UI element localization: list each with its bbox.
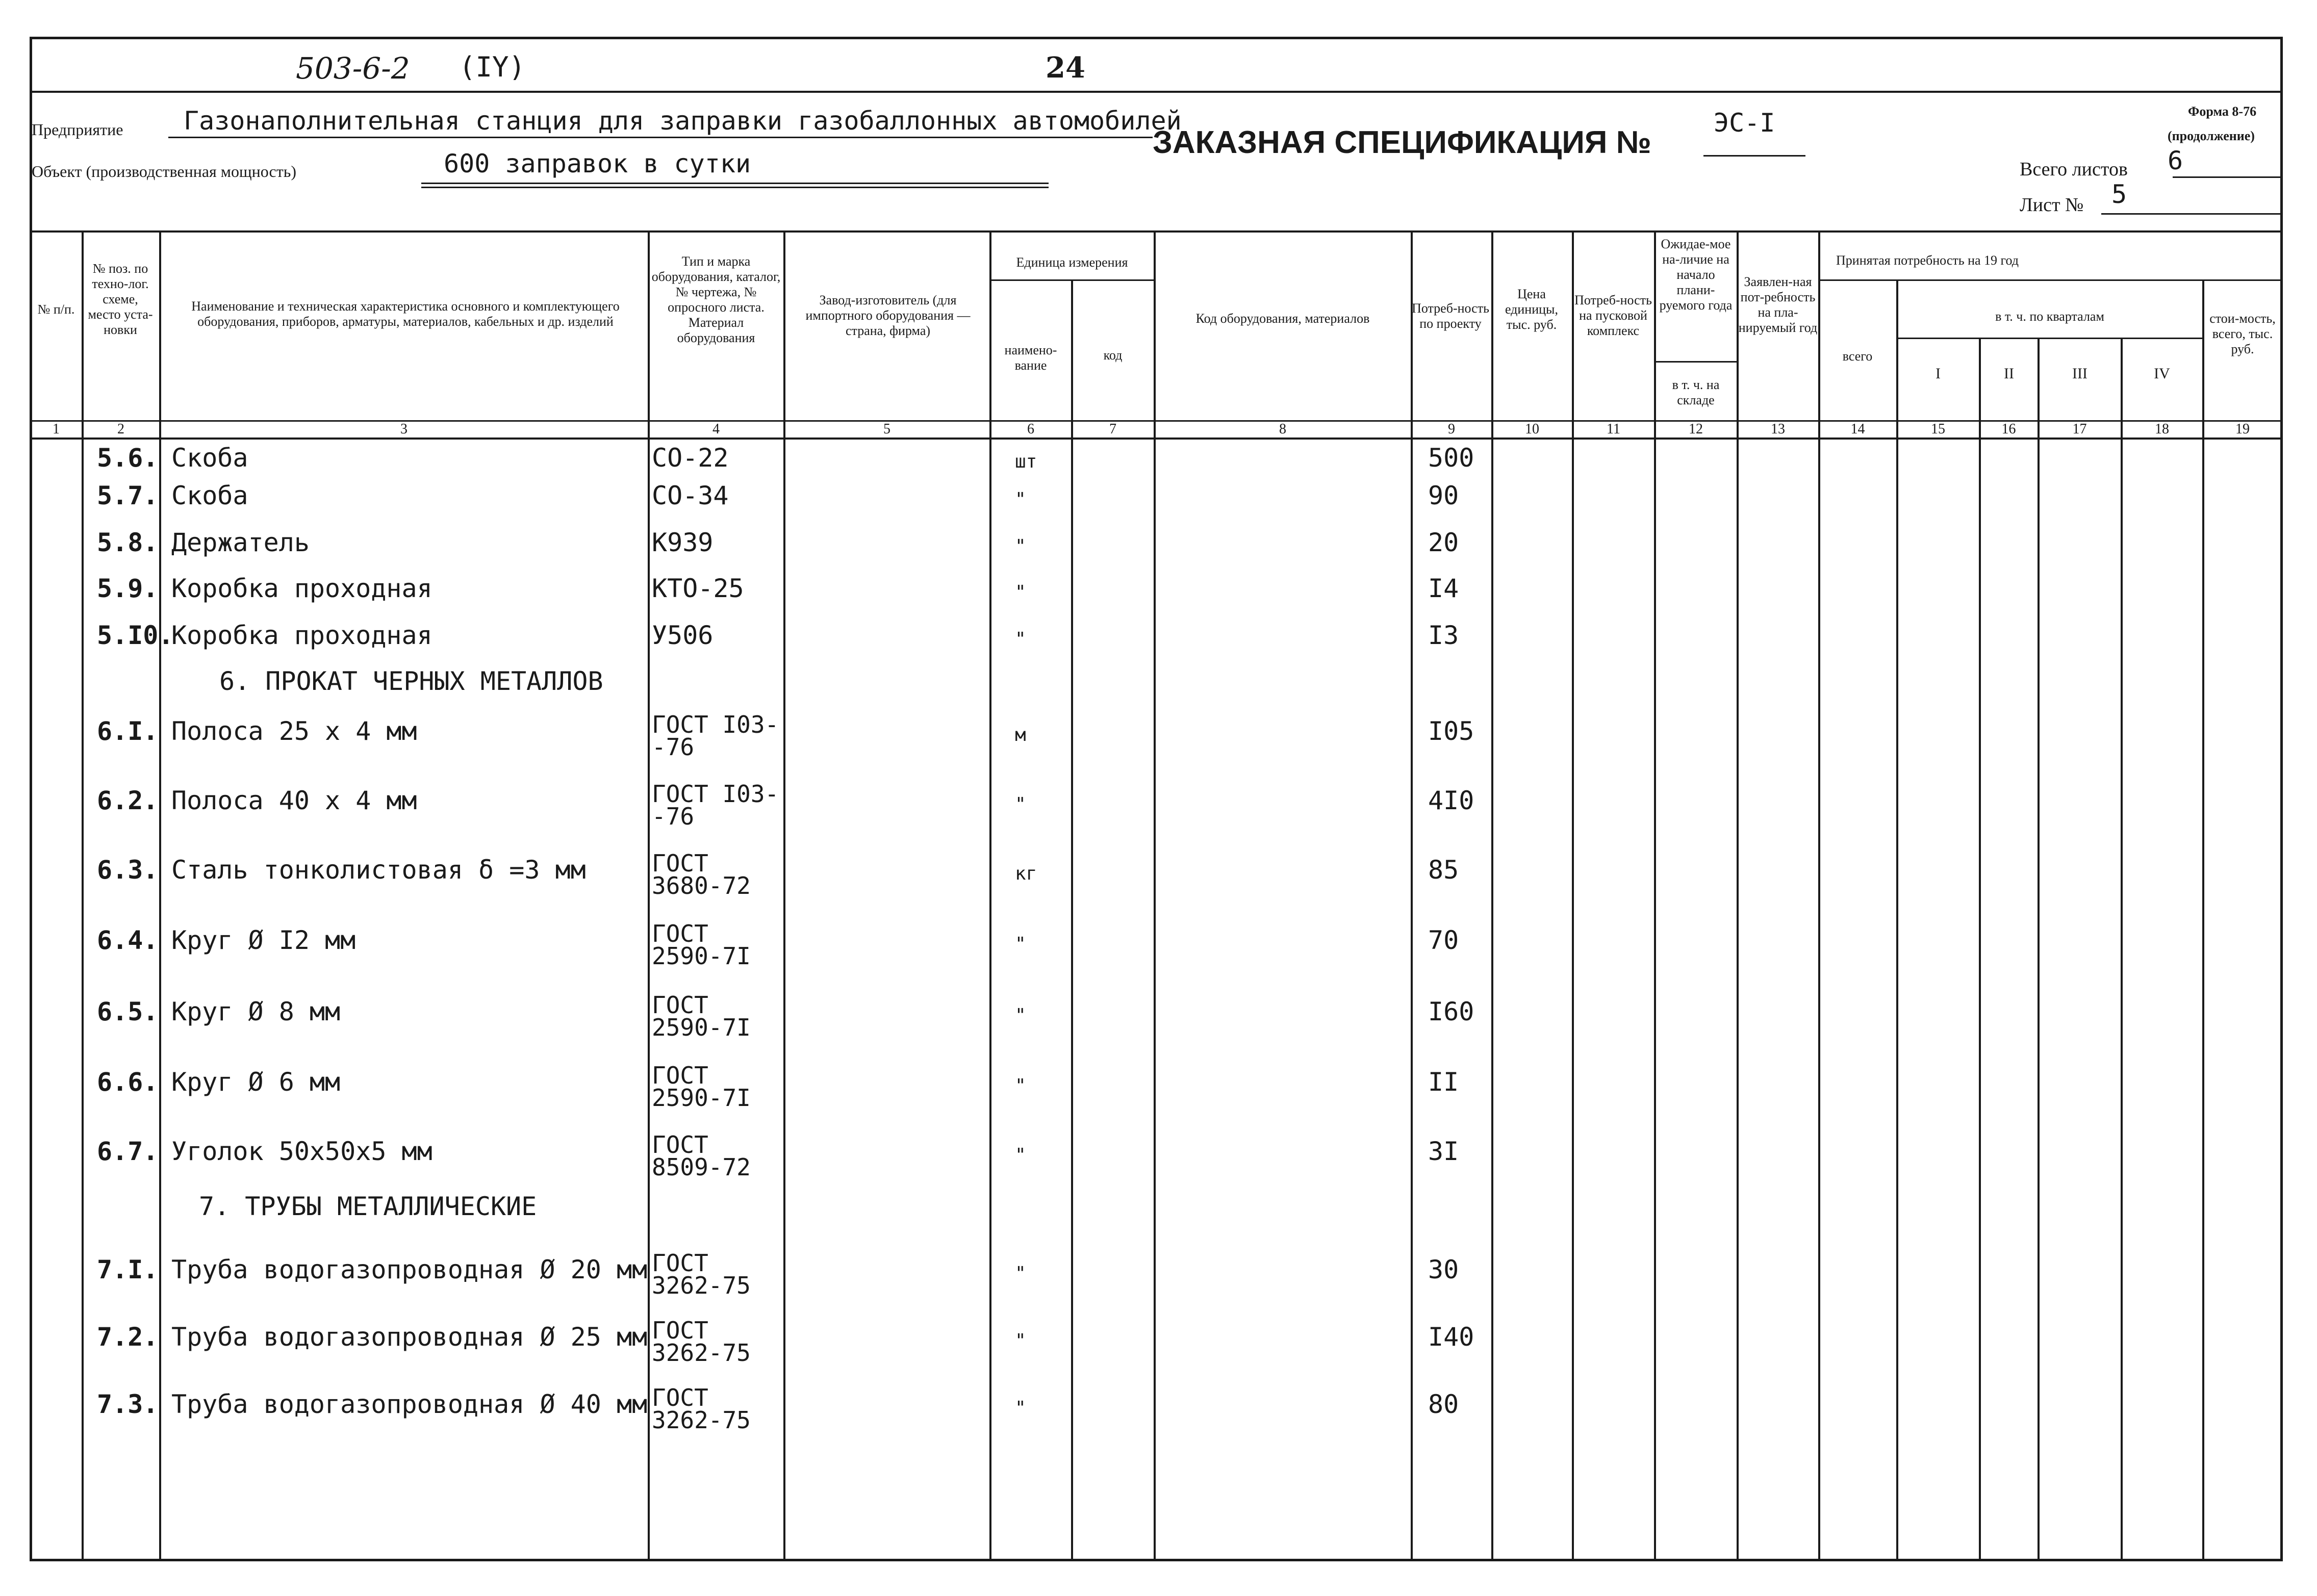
row-name: Круг Ø 8 мм bbox=[171, 997, 341, 1026]
col-number: 9 bbox=[1448, 421, 1455, 437]
accepted-group-header: Принятая потребность на 19 год bbox=[1836, 253, 2019, 268]
sheet-label: Лист № bbox=[2020, 194, 2084, 216]
row-name: Коробка проходная bbox=[171, 621, 432, 650]
object-value: 600 заправок в сутки bbox=[444, 149, 751, 178]
col-number: 2 bbox=[117, 421, 124, 437]
row-position: 6.4. bbox=[97, 925, 159, 955]
page-number: 24 bbox=[1046, 51, 1085, 85]
object-label: Объект (производственная мощность) bbox=[32, 162, 296, 181]
sheet-number-value: 5 bbox=[2111, 179, 2127, 209]
row-name: Полоса 40 х 4 мм bbox=[171, 786, 417, 815]
form-label: Форма 8-76 bbox=[2188, 104, 2257, 119]
col-line-14 bbox=[1896, 279, 1898, 1561]
col-line-16 bbox=[2038, 338, 2040, 1561]
row-position: 5.6. bbox=[97, 443, 159, 473]
row-unit: " bbox=[1015, 1005, 1026, 1026]
col-number: 19 bbox=[2235, 421, 2250, 437]
row-quantity: 500 bbox=[1428, 443, 1474, 473]
row-unit: шт bbox=[1015, 451, 1037, 472]
col-header-5: Завод-изготовитель (для импортного оборудования — страна, фирма) bbox=[805, 293, 971, 338]
col-number: 7 bbox=[1109, 421, 1116, 437]
row-unit: " bbox=[1015, 794, 1026, 815]
col-header-16: II bbox=[2004, 365, 2014, 382]
row-type: ГОСТ bbox=[652, 991, 708, 1019]
form-note: (продолжение) bbox=[2168, 128, 2255, 143]
row-unit: " bbox=[1015, 1263, 1026, 1284]
col-header-1: № п/п. bbox=[37, 302, 75, 317]
unit-group-header: Единица измерения bbox=[1016, 255, 1128, 270]
row-type: 8509-72 bbox=[652, 1153, 751, 1181]
col-header-4: Тип и марка оборудования, каталог, № чертежа, № опросного листа. Материал оборудования bbox=[651, 254, 781, 345]
col-number: 11 bbox=[1607, 421, 1620, 437]
row-quantity: 3I bbox=[1428, 1137, 1459, 1166]
c12-divider-line bbox=[1655, 361, 1737, 363]
row-position: 5.7. bbox=[97, 481, 159, 510]
row-quantity: 70 bbox=[1428, 925, 1459, 955]
col-header-6: наимено-вание bbox=[1004, 343, 1057, 373]
col-header-7: код bbox=[1103, 348, 1123, 363]
row-position: 7.2. bbox=[97, 1322, 159, 1352]
col-header-14: всего bbox=[1842, 349, 1873, 364]
table-top-line bbox=[30, 230, 2283, 233]
row-type: 2590-7I bbox=[652, 1084, 751, 1112]
col-header-8: Код оборудования, материалов bbox=[1195, 311, 1370, 326]
row-type: К939 bbox=[652, 528, 714, 557]
row-type: СО-22 bbox=[652, 443, 729, 473]
row-unit: " bbox=[1015, 934, 1026, 955]
numbers-bottom-line bbox=[30, 437, 2283, 440]
row-name: Скоба bbox=[171, 443, 248, 473]
row-position: 6.6. bbox=[97, 1067, 159, 1097]
row-unit: " bbox=[1015, 1330, 1026, 1351]
row-type: ГОСТ bbox=[652, 1317, 708, 1344]
row-type: -76 bbox=[652, 733, 695, 761]
col-number: 8 bbox=[1279, 421, 1286, 437]
row-type: ГОСТ bbox=[652, 1062, 708, 1089]
row-type: 2590-7I bbox=[652, 1014, 751, 1041]
col-line-17 bbox=[2121, 338, 2123, 1561]
spec-number: ЭС-I bbox=[1714, 108, 1775, 138]
col-number: 12 bbox=[1689, 421, 1703, 437]
col-line-18 bbox=[2202, 279, 2204, 1561]
row-quantity: I05 bbox=[1428, 716, 1474, 746]
row-type: ГОСТ bbox=[652, 850, 708, 877]
row-type: ГОСТ bbox=[652, 1249, 708, 1277]
col-header-10: Цена единицы, тыс. руб. bbox=[1505, 287, 1559, 332]
row-unit: " bbox=[1015, 1075, 1026, 1096]
row-quantity: 30 bbox=[1428, 1255, 1459, 1284]
row-name: Скоба bbox=[171, 481, 248, 510]
section-heading: 6. ПРОКАТ ЧЕРНЫХ МЕТАЛЛОВ bbox=[219, 666, 603, 696]
col-number: 3 bbox=[400, 421, 408, 437]
total-sheets-value: 6 bbox=[2168, 146, 2183, 175]
col-header-17: III bbox=[2072, 365, 2087, 382]
row-position: 7.3. bbox=[97, 1389, 159, 1419]
enterprise-value: Газонаполнительная станция для заправки газобаллонных автомобилей bbox=[184, 106, 1182, 136]
row-type: ГОСТ bbox=[652, 1384, 708, 1411]
row-unit: кг bbox=[1015, 863, 1037, 884]
row-name: Труба водогазопроводная Ø 40 мм bbox=[171, 1389, 648, 1419]
col-header-18: IV bbox=[2154, 365, 2170, 382]
row-quantity: 4I0 bbox=[1428, 786, 1474, 815]
object-underline-2 bbox=[421, 187, 1049, 188]
spec-title: ЗАКАЗНАЯ СПЕЦИФИКАЦИЯ № bbox=[1153, 125, 1651, 160]
col-header-12-top: Ожидае-мое на-личие на начало плани-руемого года bbox=[1659, 237, 1733, 313]
col-header-13: Заявлен-ная пот-ребность на пла-нируемый год bbox=[1738, 274, 1818, 335]
col-number: 5 bbox=[883, 421, 890, 437]
row-unit: " bbox=[1015, 1145, 1026, 1166]
row-type: 3262-75 bbox=[652, 1272, 751, 1299]
row-quantity: 20 bbox=[1428, 528, 1459, 557]
row-quantity: I3 bbox=[1428, 621, 1459, 650]
row-name: Держатель bbox=[171, 528, 310, 557]
row-name: Коробка проходная bbox=[171, 574, 432, 603]
row-position: 5.8. bbox=[97, 528, 159, 557]
row-position: 6.3. bbox=[97, 855, 159, 885]
row-name: Сталь тонколистовая δ =3 мм bbox=[171, 855, 586, 885]
row-name: Круг Ø I2 мм bbox=[171, 925, 356, 955]
row-type: ГОСТ bbox=[652, 920, 708, 947]
accepted-group-line bbox=[1818, 279, 2283, 281]
row-name: Уголок 50х50х5 мм bbox=[171, 1137, 432, 1166]
row-type: ГОСТ I03- bbox=[652, 780, 779, 808]
col-number: 15 bbox=[1931, 421, 1945, 437]
col-number: 14 bbox=[1850, 421, 1865, 437]
col-line-15 bbox=[1979, 338, 1981, 1561]
top-divider bbox=[30, 91, 2283, 93]
total-sheets-label: Всего листов bbox=[2020, 159, 2128, 180]
col-header-2: № поз. по техно-лог. схеме, место уста-новки bbox=[88, 261, 153, 337]
quarters-group-line bbox=[1896, 338, 2202, 339]
row-quantity: 90 bbox=[1428, 481, 1459, 510]
enterprise-underline bbox=[168, 137, 1153, 138]
row-unit: м bbox=[1015, 725, 1026, 745]
doc-code: 503-6-2 bbox=[296, 51, 410, 86]
col-number: 13 bbox=[1771, 421, 1785, 437]
sheet-number-underline bbox=[2101, 213, 2281, 215]
row-unit: " bbox=[1015, 1398, 1026, 1419]
row-type: СО-34 bbox=[652, 481, 729, 510]
section-heading: 7. ТРУБЫ МЕТАЛЛИЧЕСКИЕ bbox=[199, 1192, 537, 1221]
row-quantity: I60 bbox=[1428, 997, 1474, 1026]
row-quantity: II bbox=[1428, 1067, 1459, 1097]
col-header-9: Потреб-ность по проекту bbox=[1412, 301, 1489, 331]
row-type: У506 bbox=[652, 621, 714, 650]
row-type: -76 bbox=[652, 803, 695, 830]
row-type: 2590-7I bbox=[652, 942, 751, 970]
row-unit: " bbox=[1015, 489, 1026, 510]
row-type: КТО-25 bbox=[652, 574, 744, 603]
col-number: 1 bbox=[53, 421, 60, 437]
row-position: 5.9. bbox=[97, 574, 159, 603]
row-name: Труба водогазопроводная Ø 20 мм bbox=[171, 1255, 648, 1284]
row-name: Труба водогазопроводная Ø 25 мм bbox=[171, 1322, 648, 1352]
col-number: 10 bbox=[1525, 421, 1539, 437]
col-header-12-bottom: в т. ч. на складе bbox=[1672, 377, 1720, 407]
row-position: 6.5. bbox=[97, 997, 159, 1026]
row-quantity: 85 bbox=[1428, 855, 1459, 885]
row-quantity: I40 bbox=[1428, 1322, 1474, 1352]
row-type: 3262-75 bbox=[652, 1406, 751, 1434]
row-position: 6.I. bbox=[97, 716, 159, 746]
volume-label: (IY) bbox=[459, 51, 526, 83]
row-unit: " bbox=[1015, 582, 1026, 603]
col-number: 4 bbox=[712, 421, 720, 437]
spec-number-underline bbox=[1703, 155, 1805, 157]
row-type: ГОСТ bbox=[652, 1131, 708, 1159]
object-underline bbox=[421, 183, 1049, 184]
col-header-3: Наименование и техническая характеристика основного и комплектующего оборудования, приборов, арматуры, материалов, кабельных и др. изделий bbox=[191, 299, 620, 329]
col-header-11: Потреб-ность на пусковой комплекс bbox=[1574, 293, 1652, 338]
row-quantity: 80 bbox=[1428, 1389, 1459, 1419]
row-position: 7.I. bbox=[97, 1255, 159, 1284]
col-number: 16 bbox=[2001, 421, 2016, 437]
row-type: 3680-72 bbox=[652, 872, 751, 899]
row-quantity: I4 bbox=[1428, 574, 1459, 603]
row-name: Полоса 25 х 4 мм bbox=[171, 716, 417, 746]
row-type: ГОСТ I03- bbox=[652, 711, 779, 738]
quarters-group-header: в т. ч. по кварталам bbox=[1995, 309, 2104, 324]
row-type: 3262-75 bbox=[652, 1339, 751, 1367]
col-header-15: I bbox=[1936, 365, 1941, 382]
row-unit: " bbox=[1015, 629, 1026, 650]
col-header-19: стои-мость, всего, тыс. руб. bbox=[2209, 311, 2276, 356]
col-number: 18 bbox=[2155, 421, 2169, 437]
row-position: 5.I0. bbox=[97, 621, 174, 650]
total-sheets-underline bbox=[2173, 176, 2281, 178]
row-unit: " bbox=[1015, 536, 1026, 557]
enterprise-label: Предприятие bbox=[32, 120, 123, 139]
row-name: Круг Ø 6 мм bbox=[171, 1067, 341, 1097]
row-position: 6.2. bbox=[97, 786, 159, 815]
row-position: 6.7. bbox=[97, 1137, 159, 1166]
col-line-6 bbox=[1071, 279, 1073, 1561]
col-number: 6 bbox=[1027, 421, 1034, 437]
col-number: 17 bbox=[2072, 421, 2087, 437]
